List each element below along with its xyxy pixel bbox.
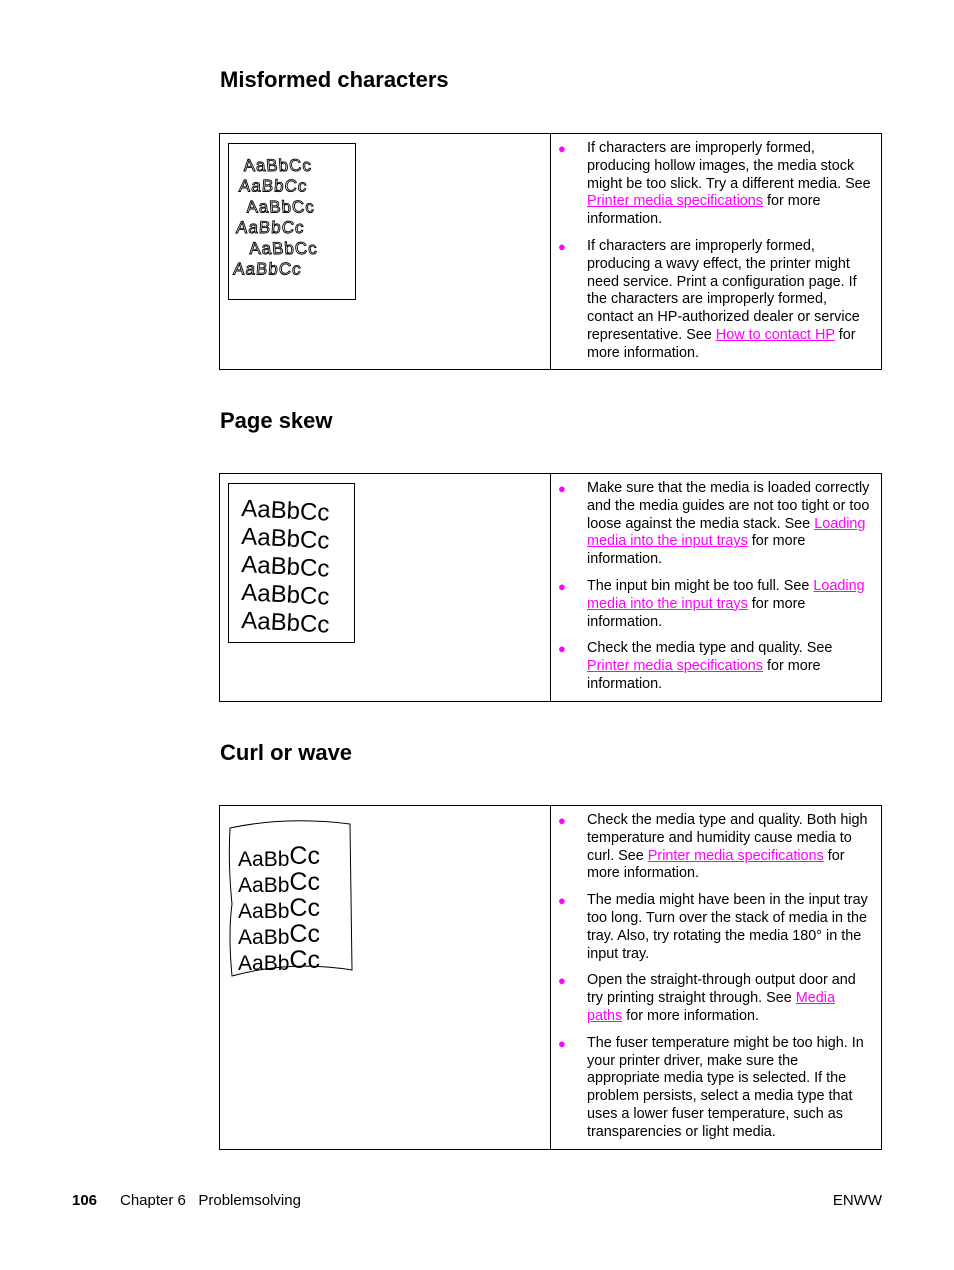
footer-chapter: Chapter 6 Problemsolving [120, 1192, 301, 1209]
solution-text: Open the straight-through output door and try printing straight through. See [587, 972, 856, 1007]
sample-text-line: AaBbCc [238, 920, 320, 949]
solution-item [555, 1035, 871, 1142]
bullet-icon: ● [558, 578, 566, 594]
solution-text-suffix: for more information. [587, 533, 806, 568]
sample-text-line: AaBbCc [238, 868, 320, 897]
cross-reference-link[interactable]: Printer media specifications [647, 847, 824, 864]
sample-text-line: AaBbCc [238, 894, 320, 923]
solution-item [555, 578, 871, 631]
solution-text-suffix: for more information. [587, 326, 856, 361]
bullet-icon: ● [558, 641, 566, 657]
sample-text-line: AaBbCc [240, 579, 331, 611]
curl-solutions-list [555, 812, 871, 1151]
solution-item [555, 238, 871, 363]
skew-solutions-list [555, 480, 871, 703]
cross-reference-link[interactable]: Printer media specifications [587, 658, 763, 675]
skew-sample-illustration [229, 484, 354, 642]
solution-item [555, 972, 871, 1025]
section-heading-page-skew: Page skew [220, 408, 333, 433]
bullet-icon: ● [558, 813, 566, 828]
solution-item [555, 640, 871, 693]
sample-text-line: AaBbCc [240, 551, 331, 583]
solution-text-suffix: for more information. [587, 595, 806, 630]
bullet-icon: ● [558, 141, 566, 156]
bullet-icon: ● [558, 481, 566, 496]
table-divider [550, 474, 551, 701]
solution-text-suffix: for more information. [587, 658, 821, 692]
sample-text-line: AaBbCc [240, 607, 331, 639]
solution-item [555, 892, 871, 963]
misformed-characters-table [219, 133, 882, 370]
misformed-sample-page [228, 143, 356, 300]
solution-item [555, 812, 871, 883]
curl-sample-illustration [226, 814, 356, 978]
solution-text: The media might have been in the input tray too long. Turn over the stack of media in the tray. Also, try rotating the media 180° in the input tray. [587, 892, 868, 962]
solution-text-suffix: for more information. [587, 847, 845, 882]
section-heading-misformed-characters: Misformed characters [220, 67, 449, 92]
skew-sample-page [228, 483, 355, 643]
sample-text-line: AaBbCc [248, 238, 319, 258]
footer-right-label: ENWW [832, 1192, 882, 1209]
cross-reference-link[interactable]: How to contact HP [715, 326, 835, 343]
bullet-icon: ● [558, 238, 566, 254]
cross-reference-link[interactable]: Loading media into the input trays [587, 577, 865, 612]
solution-text: If characters are improperly formed, producing hollow images, the media stock might be too slick. Try a different media. See [587, 140, 871, 192]
sample-text-line: AaBbCc [232, 259, 303, 279]
solution-text: Check the media type and quality. Both high temperature and humidity cause media to curl. See [587, 812, 868, 864]
table-divider [550, 134, 551, 369]
solution-item [555, 140, 871, 229]
solution-item [555, 480, 871, 569]
sample-text-line: AaBbCc [238, 176, 309, 196]
solution-text: The input bin might be too full. See [587, 577, 814, 594]
solution-text: Check the media type and quality. See [587, 640, 833, 657]
table-divider [550, 806, 551, 1149]
solution-text-suffix: for more information. [587, 193, 821, 228]
curl-or-wave-table [219, 805, 882, 1150]
sample-text-line: AaBbCc [235, 218, 306, 238]
cross-reference-link[interactable]: Printer media specifications [587, 193, 763, 210]
sample-text-line: AaBbCc [238, 842, 320, 871]
page-skew-table [219, 473, 882, 702]
sample-text-line: AaBbCc [238, 946, 320, 975]
curl-sample-page [226, 814, 356, 983]
solution-text-suffix: for more information. [622, 1007, 759, 1024]
solution-text: The fuser temperature might be too high. In your printer driver, make sure the appropriate media type is selected. If the problem persists, select a media type that uses a lower fuser temperature, such as transparencies or light media. [587, 1034, 864, 1140]
cross-reference-link[interactable]: Media paths [587, 990, 835, 1024]
solution-text: If characters are improperly formed, producing a wavy effect, the printer might need service. Print a configuration page. If the characters are improperly formed, contact an HP-authorized dealer or service representative. See [587, 237, 860, 343]
sample-text-line: AaBbCc [242, 156, 313, 175]
section-heading-curl-or-wave: Curl or wave [220, 740, 353, 765]
bullet-icon: ● [558, 1035, 566, 1051]
misformed-solutions-list [555, 140, 871, 372]
footer-page-number: 106 [72, 1192, 98, 1209]
sample-text-line: AaBbCc [240, 495, 331, 527]
solution-text: Make sure that the media is loaded correctly and the media guides are not too tight or too loose against the media stack. See [587, 480, 870, 532]
sample-text-line: AaBbCc [240, 523, 331, 555]
bullet-icon: ● [558, 973, 566, 989]
sample-text-line: AaBbCc [245, 197, 316, 217]
cross-reference-link[interactable]: Loading media into the input trays [587, 515, 866, 550]
misformed-sample-illustration [229, 144, 355, 299]
bullet-icon: ● [558, 893, 566, 909]
